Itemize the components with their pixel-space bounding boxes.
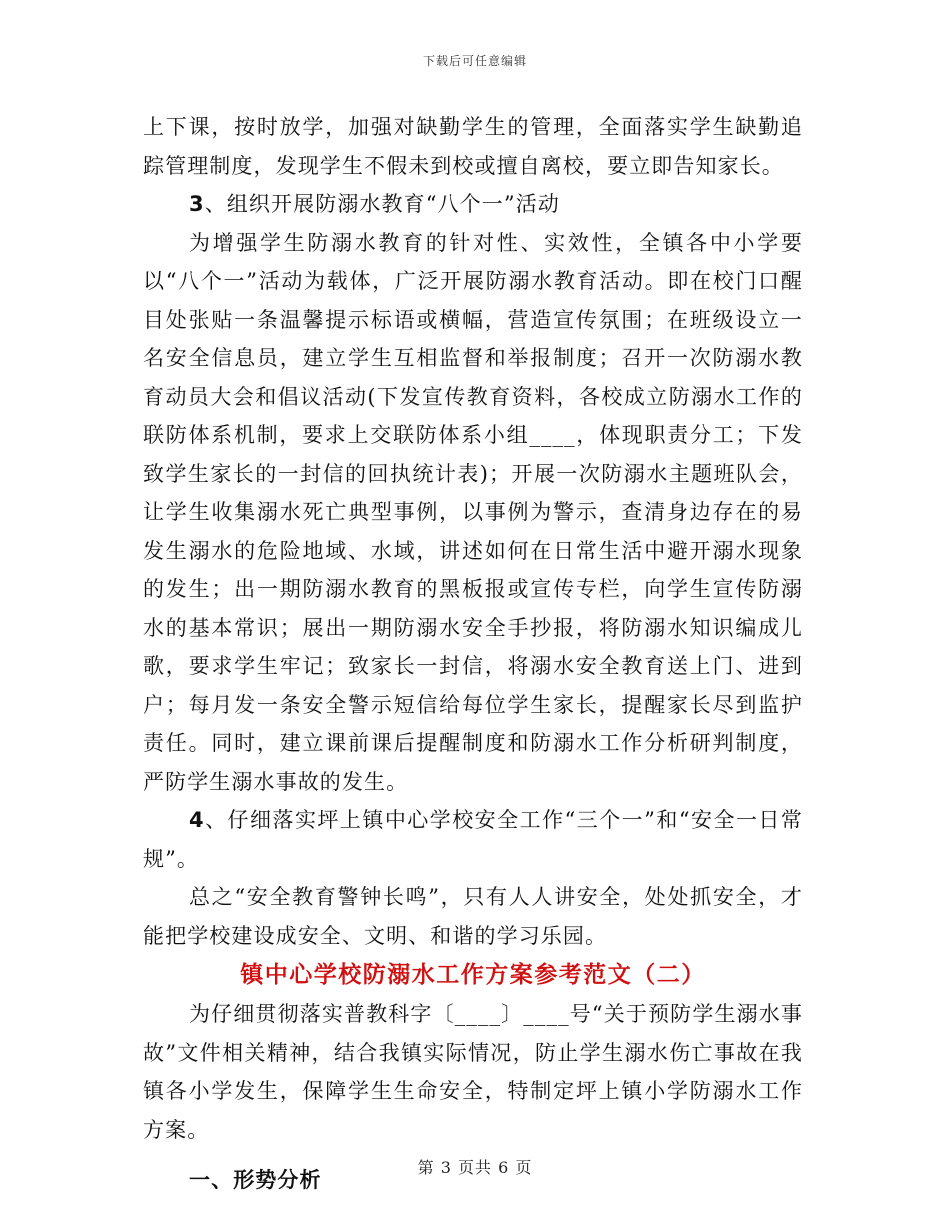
paragraph-intro-2: 为仔细贯彻落实普教科字〔____〕____号“关于预防学生溺水事故”文件相关精神，结合我镇实际情况，防止学生溺水伤亡事故在我镇各小学发生，保障学生生命安全，特制定坪上镇小学防溺水工作方案。 xyxy=(143,1002,803,1142)
section-3-heading xyxy=(143,185,803,224)
document-title-2: 镇中心学校防溺水工作方案参考范文（二） xyxy=(240,961,706,988)
paragraph-summary: 总之“安全教育警钟长鸣”，只有人人讲安全，处处抓安全，才能把学校建设成安全、文明、和谐的学习乐园。 xyxy=(143,885,803,948)
section-4-number: 4 xyxy=(189,808,205,832)
section-4-text: 、仔细落实坪上镇中心学校安全工作“三个一”和“安全一日常规”。 xyxy=(143,808,803,871)
page-footer: 第 3 页共 6 页 xyxy=(417,1158,533,1177)
section-heading-situation-analysis: 一、形势分析 xyxy=(189,1167,322,1192)
page-header-watermark: 下载后可任意编辑 xyxy=(422,54,527,68)
document-body xyxy=(143,108,803,1200)
paragraph-attendance: 上下课，按时放学，加强对缺勤学生的管理，全面落实学生缺勤追踪管理制度，发现学生不假未到校或擅自离校，要立即告知家长。 xyxy=(143,115,803,178)
section-3-number: 3 xyxy=(189,192,205,216)
section-4-heading xyxy=(143,801,803,878)
paragraph-eight-ones: 为增强学生防溺水教育的针对性、实效性，全镇各中小学要以“八个一”活动为载体，广泛开展防溺水教育活动。即在校门口醒目处张贴一条温馨提示标语或横幅，营造宣传氛围；在班级设立一名安全信息员，建立学生互相监督和举报制度；召开一次防溺水教育动员大会和倡议活动(下发宣传教育资料，各校成立防溺水工作的联防体系机制，要求上交联防体系小组____，体现职责分工；下发致学生家长的一封信的回执统计表)；开展一次防溺水主题班队会，让学生收集溺水死亡典型事例，以事例为警示，查清身边存在的易发生溺水的危险地域、水域，讲述如何在日常生活中避开溺水现象的发生；出一期防溺水教育的黑板报或宣传专栏，向学生宣传防溺水的基本常识；展出一期防溺水安全手抄报，将防溺水知识编成儿歌，要求学生牢记；致家长一封信，将溺水安全教育送上门、进到户；每月发一条安全警示短信给每位学生家长，提醒家长尽到监护责任。同时，建立课前课后提醒制度和防溺水工作分析研判制度，严防学生溺水事故的发生。 xyxy=(143,230,803,794)
section-3-text: 、组织开展防溺水教育“八个一”活动 xyxy=(204,192,560,216)
